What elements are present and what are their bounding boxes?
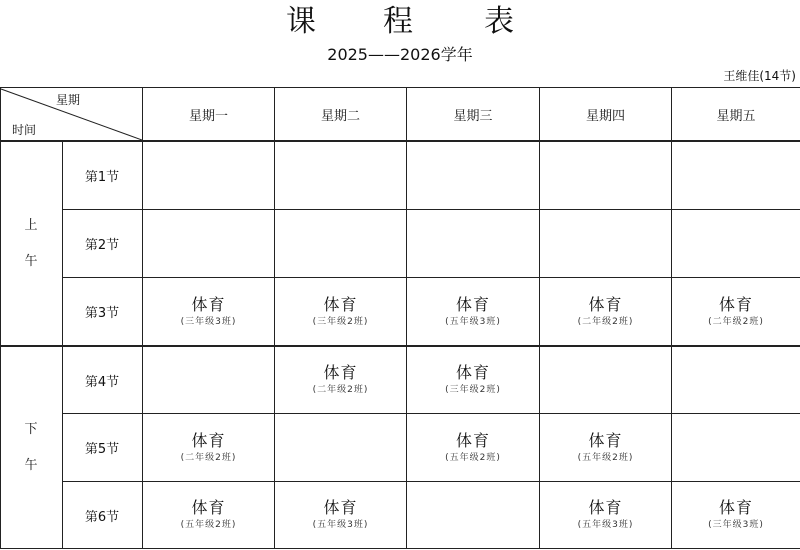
lesson-class: (五年级2班) [577, 452, 634, 463]
lesson-cell [143, 278, 274, 345]
day-header-thu: 星期四 [585, 108, 625, 124]
teacher-name: 王维佳(14节) [723, 69, 796, 83]
lesson-cell [275, 278, 406, 345]
school-year: 2025——2026学年 [327, 45, 473, 64]
corner-cell [0, 88, 142, 140]
lesson-cell [407, 278, 539, 345]
lesson-subject: 体育 [455, 294, 490, 314]
lesson-subject: 体育 [191, 498, 226, 517]
lesson-cell [143, 482, 274, 548]
lesson-class: (三年级3班) [180, 316, 237, 327]
title-char-2: 程 [383, 4, 413, 39]
corner-time-label: 时间 [12, 123, 37, 137]
day-header-fri: 星期五 [716, 108, 756, 124]
lesson-cell [407, 414, 539, 481]
lesson-class: (二年级2班) [312, 385, 369, 395]
lesson-subject: 体育 [455, 363, 490, 382]
lesson-class: (五年级3班) [312, 520, 369, 530]
lesson-subject: 体育 [588, 430, 623, 450]
title-char-1: 课 [286, 4, 316, 39]
day-header-wed: 星期三 [453, 108, 493, 124]
lesson-class: (五年级3班) [577, 520, 634, 530]
table-bottom-border [0, 548, 800, 549]
lesson-cell [540, 278, 671, 345]
day-header-mon: 星期一 [188, 108, 228, 124]
lesson-cell [407, 347, 539, 413]
lesson-subject: 体育 [323, 363, 358, 382]
lesson-cell [540, 414, 671, 481]
lesson-cell [672, 278, 800, 345]
lesson-class: (五年级3班) [445, 316, 501, 327]
lesson-subject: 体育 [455, 430, 490, 450]
lesson-cell [275, 347, 406, 413]
lesson-cell [143, 414, 274, 481]
period-label: 第2节 [84, 238, 120, 253]
period-label: 第4节 [84, 374, 120, 390]
lesson-subject: 体育 [718, 498, 753, 517]
lesson-class: (五年级2班) [180, 520, 237, 530]
lesson-class: (三年级2班) [312, 316, 369, 327]
lesson-subject: 体育 [191, 294, 226, 314]
lesson-subject: 体育 [323, 294, 358, 314]
corner-day-label: 星期 [56, 93, 81, 107]
lesson-cell [540, 482, 671, 548]
lesson-subject: 体育 [718, 294, 753, 314]
lesson-subject: 体育 [191, 430, 226, 450]
lesson-cell [275, 482, 406, 548]
lesson-subject: 体育 [588, 294, 623, 314]
row-divider [62, 209, 800, 210]
lesson-class: (二年级2班) [180, 452, 237, 463]
period-label: 第6节 [84, 509, 120, 525]
lesson-class: (三年级3班) [708, 520, 764, 530]
lesson-class: (二年级2班) [708, 316, 764, 327]
afternoon-label: 下 午 [24, 421, 38, 473]
lesson-cell [672, 482, 800, 548]
lesson-subject: 体育 [323, 498, 358, 517]
title-char-3: 表 [484, 4, 514, 39]
period-label: 第1节 [84, 170, 120, 185]
lesson-class: (五年级2班) [445, 452, 501, 463]
lesson-subject: 体育 [588, 498, 623, 517]
morning-label: 上 午 [24, 217, 38, 269]
period-label: 第3节 [84, 306, 120, 321]
lesson-class: (三年级2班) [445, 385, 501, 395]
period-label: 第5节 [84, 442, 120, 457]
lesson-class: (二年级2班) [577, 316, 634, 327]
day-header-tue: 星期二 [320, 108, 360, 124]
